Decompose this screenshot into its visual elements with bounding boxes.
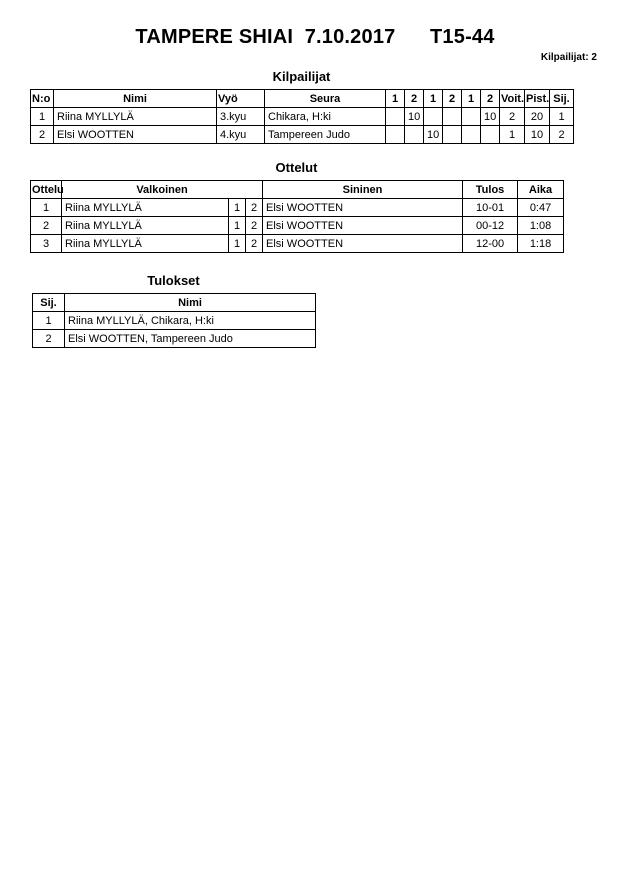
cell: 1 [550,108,574,126]
cell: 1:08 [518,217,564,235]
cell: 4.kyu [217,126,265,144]
cell: Elsi WOOTTEN [263,217,463,235]
table-row [31,217,564,235]
header-cell: Tulos [463,181,518,199]
cell: Chikara, H:ki [265,108,386,126]
kilpailijat-heading: Kilpailijat [272,69,331,84]
cell: 1 [229,217,246,235]
cell [443,108,462,126]
cell: Elsi WOOTTEN [263,199,463,217]
kilpailijat-section [30,69,573,144]
table-row [31,108,574,126]
header-cell: Nimi [65,294,316,312]
cell: 2 [246,199,263,217]
cell: 10 [481,108,500,126]
cell: 10 [424,126,443,144]
cell: 1 [31,108,54,126]
cell: 20 [525,108,550,126]
header-cell: Aika [518,181,564,199]
page-title: TAMPERE SHIAI 7.10.2017 T15-44 [135,26,495,48]
table-row [31,235,564,253]
cell: 2 [33,330,65,348]
header-cell: Sininen [263,181,463,199]
header-cell: Valkoinen [62,181,263,199]
cell: 1 [31,199,62,217]
cell [462,126,481,144]
cell: 2 [31,126,54,144]
header-cell: 1 [462,90,481,108]
header-cell: Nimi [54,90,217,108]
participants-count: Kilpailijat: 2 [540,52,597,63]
tulokset-section [32,273,315,348]
cell: 1 [229,199,246,217]
cell: 1 [500,126,525,144]
cell: Elsi WOOTTEN, Tampereen Judo [65,330,316,348]
cell: 00-12 [463,217,518,235]
cell: 1 [33,312,65,330]
table-row [33,330,316,348]
cell: 10-01 [463,199,518,217]
cell: 2 [31,217,62,235]
cell: Riina MYLLYLÄ [54,108,217,126]
cell: Riina MYLLYLÄ [62,217,229,235]
header-cell: Voit. [500,90,525,108]
cell [481,126,500,144]
header-cell: Sij. [550,90,574,108]
cell: Riina MYLLYLÄ [62,235,229,253]
cell [386,126,405,144]
header-cell: Vyö [217,90,265,108]
cell: 2 [550,126,574,144]
cell: 3.kyu [217,108,265,126]
tulokset-heading: Tulokset [147,273,200,288]
cell: 1 [229,235,246,253]
header-cell: 1 [386,90,405,108]
cell: 10 [525,126,550,144]
kilpailijat-table [30,89,574,144]
cell [386,108,405,126]
header-cell: Pist. [525,90,550,108]
cell: 0:47 [518,199,564,217]
table-header-row [31,181,564,199]
cell [443,126,462,144]
header-cell: Sij. [33,294,65,312]
table-header-row [31,90,574,108]
cell [462,108,481,126]
header-cell: N:o [31,90,54,108]
header-cell: 2 [405,90,424,108]
header-cell: Seura [265,90,386,108]
header-cell: 2 [481,90,500,108]
cell: 2 [246,217,263,235]
cell: 1:18 [518,235,564,253]
ottelut-heading: Ottelut [275,160,318,175]
cell: Riina MYLLYLÄ [62,199,229,217]
cell: 2 [500,108,525,126]
table-row [31,126,574,144]
table-row [31,199,564,217]
cell: Elsi WOOTTEN [54,126,217,144]
header-cell: 1 [424,90,443,108]
cell: 10 [405,108,424,126]
cell [405,126,424,144]
header-cell: Ottelu [31,181,62,199]
cell: Tampereen Judo [265,126,386,144]
header-cell: 2 [443,90,462,108]
cell: 3 [31,235,62,253]
cell: 2 [246,235,263,253]
table-row [33,312,316,330]
cell [424,108,443,126]
cell: Elsi WOOTTEN [263,235,463,253]
cell: Riina MYLLYLÄ, Chikara, H:ki [65,312,316,330]
ottelut-section [30,160,563,253]
cell: 12-00 [463,235,518,253]
table-header-row [33,294,316,312]
ottelut-table [30,180,564,253]
tulokset-table [32,293,316,348]
